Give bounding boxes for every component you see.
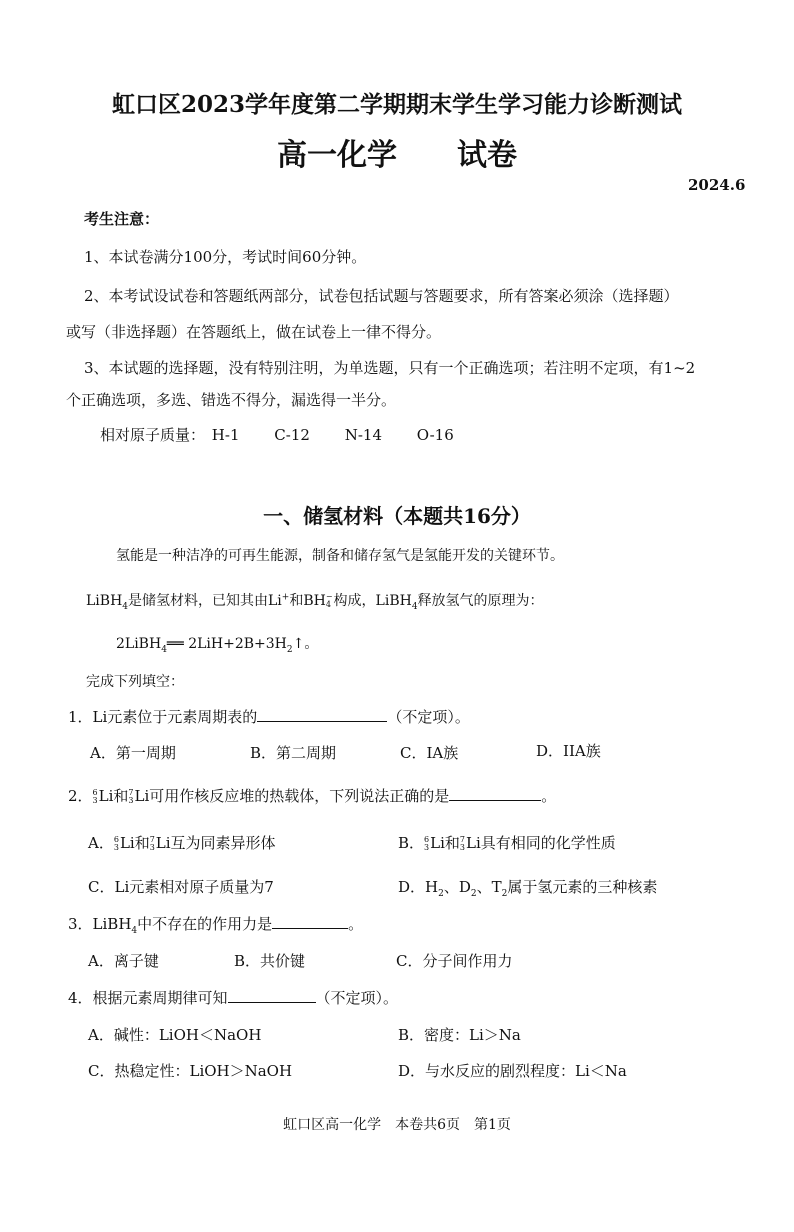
mass-number: 7 — [459, 835, 465, 844]
subscript: 2 — [470, 889, 477, 899]
mass-number: 7 — [149, 835, 155, 844]
question-text: Li和 — [98, 787, 129, 805]
equation-text: ══ 2LiH+2B+3H — [166, 636, 287, 652]
atomic-mass-c: C-12 — [274, 426, 310, 444]
superscript: − — [325, 592, 333, 601]
q1-option-c: C．IA族 — [400, 744, 459, 762]
atomic-number: 3 — [149, 843, 155, 852]
section-1-intro-2 — [86, 590, 544, 612]
intro-text: 释放氢气的原理为： — [417, 593, 544, 609]
atomic-mass-n: N-14 — [344, 426, 382, 444]
intro-text: 和BH — [289, 593, 326, 609]
atomic-mass-label: 相对原子质量： — [100, 426, 206, 444]
question-text: （不定项）。 — [387, 708, 470, 726]
question-text: Li可用作核反应堆的热载体，下列说法正确的是 — [134, 787, 450, 805]
isotope-li7 — [128, 789, 133, 805]
question-text: 。 — [348, 915, 364, 933]
subscript: 4 — [131, 926, 138, 936]
option-letter: A． — [88, 834, 114, 852]
option-text: 、T — [476, 878, 502, 896]
subscript: 2 — [438, 889, 444, 899]
equation-text: ↑。 — [292, 636, 319, 652]
reaction-equation — [116, 633, 318, 655]
option-letter: B． — [398, 834, 425, 852]
q2-option-c: C．Li元素相对原子质量为7 — [88, 878, 274, 896]
notice-item-1: 1、本试卷满分100分，考试时间60分钟。 — [84, 248, 367, 266]
section-1-intro-1: 氢能是一种洁净的可再生能源，制备和储存氢气是氢能开发的关键环节。 — [116, 548, 564, 564]
answer-blank[interactable] — [228, 1000, 316, 1003]
question-text: 4．根据元素周期律可知 — [68, 989, 228, 1007]
section-1-title: 一、储氢材料（本题共16分） — [263, 504, 531, 528]
equation-text: 2LiBH — [116, 636, 162, 652]
subscript: 4 — [161, 644, 167, 655]
q1-option-b: B．第二周期 — [250, 744, 337, 762]
atomic-number: 3 — [459, 843, 465, 852]
q4-option-b: B．密度：Li＞Na — [398, 1026, 521, 1044]
answer-blank[interactable] — [449, 798, 541, 801]
question-text: 。 — [541, 787, 557, 805]
subscript: 2 — [286, 644, 293, 655]
mass-number: 6 — [92, 788, 98, 797]
subscript: 4 — [411, 601, 418, 612]
isotope-li7 — [460, 836, 465, 852]
exam-title: 虹口区2023学年度第二学期期末学生学习能力诊断测试 — [111, 91, 682, 118]
question-4-stem — [68, 987, 398, 1008]
question-text: （不定项）。 — [315, 989, 399, 1007]
isotope-li6 — [93, 789, 98, 805]
q4-option-d: D．与水反应的剧烈程度：Li＜Na — [398, 1062, 627, 1080]
q2-option-b — [398, 832, 616, 853]
isotope-li7 — [150, 836, 155, 852]
bh4-charge — [326, 593, 333, 609]
answer-blank[interactable] — [272, 926, 348, 929]
notice-item-3-line-1: 3、本试题的选择题，没有特别注明，为单选题，只有一个正确选项；若注明不定项，有1~2 — [84, 359, 696, 377]
atomic-number: 3 — [424, 843, 430, 852]
question-number: 2． — [68, 787, 93, 805]
question-text: 1．Li元素位于元素周期表的 — [68, 708, 258, 726]
intro-text: 构成，LiBH — [333, 593, 412, 609]
mass-number: 6 — [113, 835, 119, 844]
option-text: Li互为同素异形体 — [155, 834, 276, 852]
q2-option-a — [88, 832, 276, 853]
q4-option-a: A．碱性：LiOH＜NaOH — [88, 1026, 262, 1044]
q3-option-c: C．分子间作用力 — [396, 952, 513, 970]
mass-number: 6 — [424, 835, 430, 844]
atomic-number: 3 — [113, 843, 119, 852]
q3-option-b: B．共价键 — [234, 952, 306, 970]
superscript: + — [281, 592, 290, 603]
q3-option-a: A．离子键 — [88, 952, 159, 970]
question-3-stem — [68, 913, 363, 936]
option-text: 、D — [443, 878, 471, 896]
intro-text: 是储氢材料，已知其由Li — [128, 593, 282, 609]
notice-item-2-line-2: 或写（非选择题）在答题纸上，做在试卷上一律不得分。 — [66, 323, 442, 341]
option-text: Li具有相同的化学性质 — [465, 834, 616, 852]
notice-item-2-line-1: 2、本考试设试卷和答题纸两部分，试卷包括试题与答题要求，所有答案必须涂（选择题） — [84, 287, 679, 305]
option-text: 属于氢元素的三种核素 — [507, 878, 658, 896]
subscript: 2 — [501, 889, 508, 899]
option-text: Li和 — [119, 834, 150, 852]
mass-number: 7 — [128, 788, 134, 797]
atomic-number: 3 — [128, 796, 134, 805]
question-text: 3．LiBH — [68, 915, 132, 933]
isotope-li6 — [424, 836, 429, 852]
atomic-number: 3 — [92, 796, 98, 805]
answer-blank[interactable] — [257, 719, 387, 722]
subscript: 4 — [122, 601, 129, 612]
q2-option-d — [398, 876, 657, 899]
question-2-stem — [68, 785, 556, 806]
option-text: D．H — [398, 878, 439, 896]
question-text: 中不存在的作用力是 — [137, 915, 273, 933]
atomic-mass-line — [100, 424, 454, 445]
q1-option-d: D．IIA族 — [536, 742, 601, 760]
question-1-stem — [68, 706, 470, 727]
subject-title: 高一化学 试卷 — [277, 138, 517, 173]
isotope-li6 — [114, 836, 119, 852]
subscript: 4 — [325, 600, 331, 609]
notice-item-3-line-2: 个正确选项，多选、错选不得分，漏选得一半分。 — [66, 391, 397, 409]
q1-option-a: A．第一周期 — [90, 744, 176, 762]
notice-heading: 考生注意： — [84, 210, 160, 228]
exam-date: 2024.6 — [688, 176, 746, 194]
instruction: 完成下列填空： — [86, 674, 184, 690]
page-footer: 虹口区高一化学 本卷共6页 第1页 — [283, 1117, 511, 1133]
formula-text: LiBH — [86, 593, 123, 609]
atomic-mass-h: H-1 — [211, 426, 240, 444]
option-text: Li和 — [430, 834, 460, 852]
q4-option-c: C．热稳定性：LiOH＞NaOH — [88, 1062, 293, 1080]
atomic-mass-o: O-16 — [416, 426, 454, 444]
